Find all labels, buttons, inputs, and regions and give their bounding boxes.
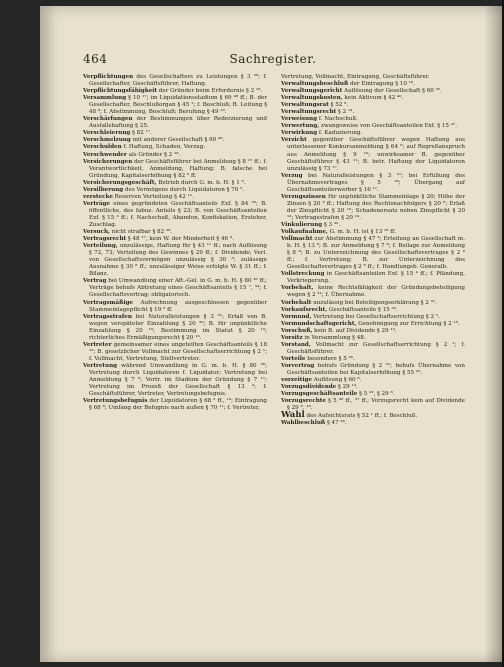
- index-entry-text: § 52 ⁸.: [330, 102, 349, 109]
- index-entry-term: Vertretung: [83, 362, 118, 369]
- index-entry-term: Vorzugsgeschäftsanteile: [281, 391, 358, 398]
- index-entry-text: unzulässige, Haftung für § 43 ¹¹ ff.; nach Auflösung § 72, 73; Verteilung des Gewinnes § 29 ff.; f. Dividende; Verl. von Gesellschaftsvermögen unzulässig § 30 ⁸; zulässige Ausnahme § 30 ⁸ ff.; unzulässiger Weise erfolgte W. § 31 ff.; f. Bilanz.: [89, 243, 268, 278]
- index-entry-term: Verpflichtungsfähigkeit: [83, 88, 157, 95]
- index-entry-text: kein Aktivum § 42 ⁴⁰.: [344, 95, 404, 102]
- index-entry-term: Verschwender: [83, 151, 127, 158]
- index-entry-term: Verschärfungen: [83, 116, 133, 123]
- index-entry: [281, 123, 465, 130]
- index-entry-text: G. m. b. H. ist § 13 ¹⁸ ff.: [329, 229, 396, 236]
- index-entry-term: Vertragsrecht: [83, 236, 127, 243]
- index-entry: [83, 159, 267, 180]
- index-entry-text: Genehmigung zur Errichtung § 2 ¹⁸.: [358, 320, 460, 327]
- index-entry-term: Verwaltungsgericht: [281, 88, 343, 95]
- index-entry-text: bei Umwandlung einer Aft.-Gel. in G. m. b. H. § 80 ³⁶ ff.; Verträge behufs Abtretung eines Geschäftsanteils § 15 ⁷, ³⁴; f. Gesellschaftsvertrag; obligatorisch.: [89, 278, 268, 299]
- index-entry-text: § 48 ¹⁷, kein W. der Minderheit § 46 ⁹.: [127, 236, 234, 243]
- index-entry-term: Versicherungsgeschäft,: [83, 179, 157, 186]
- index-entry: [83, 180, 267, 187]
- index-entry: [83, 278, 267, 299]
- index-entry-term: Verwaltungsrat: [281, 102, 329, 109]
- index-entry: [281, 420, 465, 427]
- index-entry-term: Verweisung: [281, 116, 318, 123]
- index-entry: [83, 74, 267, 88]
- index-entry-term: Vinkulierung: [281, 221, 323, 228]
- index-entry-term: Verträge: [83, 200, 110, 207]
- index-entry: [281, 173, 465, 194]
- index-entry-text: mit anderer Gesellschaft § 60 ⁴⁹.: [132, 137, 225, 144]
- index-entry-term: Verzicht: [281, 137, 307, 144]
- index-entry-text: § 82 ¹⁷.: [132, 130, 152, 137]
- index-entry: [281, 285, 465, 299]
- index-entry-text: zur Abstimmung § 47 ⁴; Erteilung an Gesellschaft m. b. H. § 13 ⁸; B. zur Anmeldung § 7 ⁸; f. Beilage zur Anmeldung § 8 ⁸; B. zu Unterzeichnung des Gesellschaftsvertrages § 2 ⁸ ff.; f. Vertretung; B. zur Unterzeichnung des Gesellschaftsvertrages § 2 ⁸ ff.; f. Handlungsb. Generalb.: [287, 236, 465, 271]
- index-entry-term: Vorstand,: [281, 341, 311, 348]
- index-column-right: [281, 74, 465, 427]
- index-entry-text: der Liquidatoren § 68 ³ ff., ¹⁹; Eintragung § 68 ⁸; Umfang der Befugnis nach außen § 70 ¹¹; f. Vertreter,: [89, 398, 267, 412]
- index-entry: [281, 236, 465, 271]
- index-entry-text: in Geschäftsanteilen Exf. § 15 ⁴ ff.; f. Pfändung, Verkriegerung.: [287, 271, 466, 285]
- index-entry: [281, 271, 465, 285]
- index-entry-term: Verteilung,: [83, 243, 118, 250]
- index-entry: [83, 201, 267, 229]
- index-entry-term: Vormundschaftsgericht,: [281, 320, 357, 327]
- index-entry-text: der Gründer beim Erfordernis § 2 ¹⁸.: [158, 88, 263, 95]
- index-entry-term: Vertretungsbefugnis: [83, 398, 148, 405]
- index-entry: [281, 74, 465, 81]
- index-entry-term: Verschleierung: [83, 130, 131, 137]
- index-entry-term: Versilberung: [83, 186, 124, 193]
- index-entry-text: der Geschäftsführer bei Anmeldung § 8 ¹⁵ ff.; f. Verantwortlichkeit, Anmeldung, Haftung; B. falsche bei Gründung, Kapitalserhöhung § 82 ⁶ ff.: [89, 158, 267, 179]
- index-entry-text: § 47 ³⁸.: [326, 420, 347, 427]
- index-entry-text: f. Haftung, Schaden, Verzug.: [123, 144, 206, 151]
- index-entry: [83, 116, 267, 130]
- index-entry-text: Vertretung bei Gesellschaftserrichtung § 2 ⁵.: [313, 313, 440, 320]
- index-entry-text: der Eintragung § 10 ¹⁸.: [350, 81, 415, 88]
- index-entry-text: Auflösung der Gesellschaft § 60 ³⁵.: [344, 88, 442, 95]
- index-entry-term: Verwaltungskosten,: [281, 95, 343, 102]
- index-entry: [281, 377, 465, 384]
- index-entry-term: vorzeitige: [281, 377, 312, 384]
- index-entry-text: f. Kaduzierung.: [318, 130, 363, 137]
- index-entry: [281, 130, 465, 137]
- index-entry: [281, 109, 465, 116]
- index-entry-text: § 2 ¹⁴.: [338, 109, 355, 116]
- index-entry: [83, 95, 267, 116]
- index-entry-text: zwangsweise von Geschäftsanteilen Exf. § 15 ⁴⁷.: [321, 123, 457, 130]
- index-entry-text: des Aufsichtsrats § 52 ¹ ff.; f. Beschluß.: [306, 413, 418, 420]
- index-entry: [281, 321, 465, 328]
- index-entry: [83, 243, 267, 278]
- index-entry-text: besondere § 5 ³⁶.: [307, 355, 355, 362]
- index-entry-text: nicht strafbar § 82 ²⁸.: [111, 229, 173, 236]
- index-entry-text: § 5 ³⁸ ff., ³⁷ ff.; Vorzugsrecht kein auf Dividende § 29 ⁸, ¹⁸.: [287, 398, 465, 412]
- index-entry-term: Vormund,: [281, 313, 312, 320]
- index-entry-text: gegenüber Geschäftsführer wegen Haftung aus unterlassener Konkursanmeldung § 64 ⁸; auf Regreßanspruch aus Anmeldung § 9 ¹⁰; unwirksamer B. gegenüber Geschäftsführer § 43 ¹¹; B. betr. Haftung der Liquidatoren unzulässig § 73 ¹⁷.: [287, 137, 466, 172]
- index-entry: [83, 137, 267, 144]
- index-entry-text: § 3 ³⁰.: [323, 221, 341, 228]
- book-page: [40, 6, 502, 662]
- index-entry-term: Vorsitz: [281, 334, 303, 341]
- index-entry: [281, 356, 465, 363]
- index-entry: [281, 335, 465, 342]
- index-entry-term: verstecke: [83, 193, 113, 200]
- index-entry-text: als Gründer § 2 ¹⁸.: [128, 151, 181, 158]
- page-title: Sachregister.: [229, 52, 317, 66]
- index-entry-term: Verzugszinsen: [281, 193, 326, 200]
- index-entry-term: Versicherungen: [83, 158, 133, 165]
- index-entry: [83, 194, 267, 201]
- index-entry: [281, 342, 465, 356]
- index-entry-term: Vollmacht: [281, 236, 313, 243]
- index-entry-text: § 10 ¹⁷; im Liquidationsstadium § 69 ⁴⁸ ff.; B. der Gesellschafter, Beschlußorgan § 45 ¹; f. Beschluß; B. Leitung § 48 ⁸; f. Abstimmung, Beschluß; Berufung § 49 ¹⁰.: [89, 95, 268, 116]
- index-entry: [281, 307, 465, 314]
- index-entry-text: unzulässig bei Beteiligungserklärung § 2 ³¹.: [313, 299, 437, 306]
- index-column-left: [83, 74, 267, 412]
- index-entry-term: Verwirkung: [281, 130, 318, 137]
- index-entry-term: Vertragsstrafen: [83, 313, 132, 320]
- index-entry-text: Geschäftsanteile § 15 ³⁰.: [328, 306, 398, 313]
- index-entry-term: Versuch,: [83, 229, 110, 236]
- index-entry: [281, 300, 465, 307]
- index-entry-text: § 5 ³³, § 29 ⁸.: [359, 391, 395, 398]
- index-entry-term: Wahlbeschluß: [281, 420, 326, 427]
- index-entry: [281, 363, 465, 377]
- index-entry: [281, 314, 465, 321]
- index-entry: [83, 363, 267, 398]
- index-entry: [83, 152, 267, 159]
- index-entry: [83, 342, 267, 363]
- index-entry-text: eines gegründeten Geschäftsanteils Exf. § 84 ³⁶; B. öffentliche, des fabuz. Anteils § 23; B. von Geschäftsanteilen Exf. § 15 ³ ff.; f. Nachschuß, Abandon, Konfiskation, Ersteher, Zuschlag.: [89, 200, 267, 228]
- index-entry-text: keine Rechtsfähigkeit der Gründungsbeteiligung wegen § 2 ³¹; f. Übernahme.: [287, 285, 466, 299]
- index-entry-text: Reserven Verteilung § 42 ¹¹.: [114, 193, 194, 200]
- index-entry-term: Verwaltungsbeschluß: [281, 81, 349, 88]
- index-entry-text: für unpünktliche Stammeinlage § 20; Höhe der Zinsen § 20 ⁸ ff.; Haftung des Rechtsnachfolgers § 20 ⁸; Erlaß der Zinspflicht § 20 ¹⁰; Schadenersatz neben Zinspflicht § 20 ¹³; Vertragsstrafen § 20 ¹⁹.: [287, 193, 465, 221]
- index-entry-text: während Umwandlung in G. m. b. H. § 80 ³⁶; Vertretung durch Liquidatoren f. Liquidator; Vertretung bei Anmeldung § 7 ⁸; Vertr. im Stadium der Gründung § 7 ¹¹; Vertretung im Prozeß der Gesellschaft § 13 ⁴; f. Geschäftsführer, Vertreter, Vertretungsbefugnis.: [89, 362, 267, 398]
- index-entry-term: Verschulden: [83, 144, 122, 151]
- index-entry-term: Wahl: [281, 410, 305, 421]
- index-entry: [83, 144, 267, 151]
- index-entry: [83, 300, 267, 314]
- index-entry-term: Versammlung: [83, 95, 127, 102]
- index-entry-term: Vorschuß,: [281, 327, 313, 334]
- index-entry-term: Volkaufnahme,: [281, 229, 328, 236]
- index-entry-text: Auflösung § 60 ⁸.: [313, 377, 362, 384]
- index-entry: [281, 398, 465, 412]
- index-entry-term: Verwaltungsrecht: [281, 109, 337, 116]
- index-entry: [281, 194, 465, 222]
- index-entry-term: Vorteile: [281, 355, 306, 362]
- index-entry-text: behufs Gründung § 2 ²¹; behufs Übernahme von Geschäftsanteilen bei Kapitalserhöhung § 55 ²⁰.: [287, 362, 465, 376]
- index-entry-text: gemeinsamer eines ungeteilten Geschäftsanteils § 18 ¹⁰; B. gesetzlicher Vollmacht zur Gesellschaftserrichtung § 2 ¹; f. Vollmacht, Vertretung, Stellvertreter.: [89, 341, 268, 362]
- index-entry-term: Vorzugsrechte: [281, 398, 326, 405]
- index-entry-term: Vertragsmäßige: [83, 299, 133, 306]
- index-entry-term: Verschmelzung: [83, 137, 131, 144]
- index-entry-term: Verwertung,: [281, 123, 320, 130]
- index-entry-text: § 29 ¹⁴.: [338, 384, 358, 391]
- index-entry-text: f. Nachschuß.: [318, 116, 358, 123]
- index-entry-text: des Vermögens durch Liquidatoren § 70 ⁵.: [124, 186, 245, 193]
- index-entry-term: Vorvertrag: [281, 362, 315, 369]
- index-entry-text: Betrieb durch G. m. b. H. § 1 ⁸.: [158, 179, 246, 186]
- index-entry: [83, 187, 267, 194]
- index-entry-text: bei Naturalleistungen § 3 ³¹; Erlaß von B. wegen verspäteter Einzahlung § 20 ²⁰; B. für unpünktliche Einzahlung § 20 ¹⁹; Bestimmung im Statut § 20 ¹⁹; richterliches Ermäßigungsrecht § 20 ¹⁹.: [89, 313, 267, 341]
- index-entry-term: Vollstreckung: [281, 271, 325, 278]
- index-entry-term: Verzug: [281, 172, 303, 179]
- index-entry-text: Aufrechnung ausgeschlossen gegenüber Stammeinlagepflicht § 19 ⁸ ff.: [89, 299, 268, 313]
- page-number: 464: [83, 52, 108, 66]
- index-entry-text: bei Naturalleistungen § 3 ³¹; bei Erfüllung des Übernahmevertrages § 5 ³⁶; Übergang auf Geschäftsanteilerwerber § 16 ¹⁷.: [287, 172, 465, 193]
- index-entry-text: der Bestimmungen über Rederzierung und Ausfallshaftung § 25.: [89, 116, 267, 130]
- index-entry: [281, 222, 465, 229]
- gutter-shadow: [484, 6, 502, 662]
- index-entry-text: kein B. auf Dividende § 29 ¹³.: [314, 327, 397, 334]
- index-entry-text: Vollmacht zur Gesellschaftserrichtung § 2 ¹; f. Geschäftsführer.: [287, 341, 465, 355]
- index-entry-term: Vorzugsdividende: [281, 384, 337, 391]
- index-entry-text: in Versammlung § 48.: [304, 334, 366, 341]
- index-entry: [83, 314, 267, 342]
- index-entry-term: Vertreter: [83, 341, 112, 348]
- index-entry-term: Vorkaufsrecht,: [281, 306, 328, 313]
- index-entry-term: Verpflichtungen: [83, 74, 134, 80]
- index-entry: [281, 328, 465, 335]
- index-entry-term: Vorbehalt: [281, 299, 312, 306]
- index-entry-text: des Gesellschafters zu Leistungen § 3 ³⁸; f. Gesellschafter, Geschäftsführer, Haftung.: [89, 74, 267, 88]
- index-entry-term: Vorbehalt,: [281, 285, 314, 292]
- index-entry: [281, 137, 465, 172]
- index-entry-term: Vertrag: [83, 278, 107, 285]
- index-entry-text: Vertretung, Vollmacht, Eintragung, Geschäftsführer.: [281, 74, 430, 80]
- index-entry: [83, 398, 267, 412]
- page-header: [83, 52, 463, 66]
